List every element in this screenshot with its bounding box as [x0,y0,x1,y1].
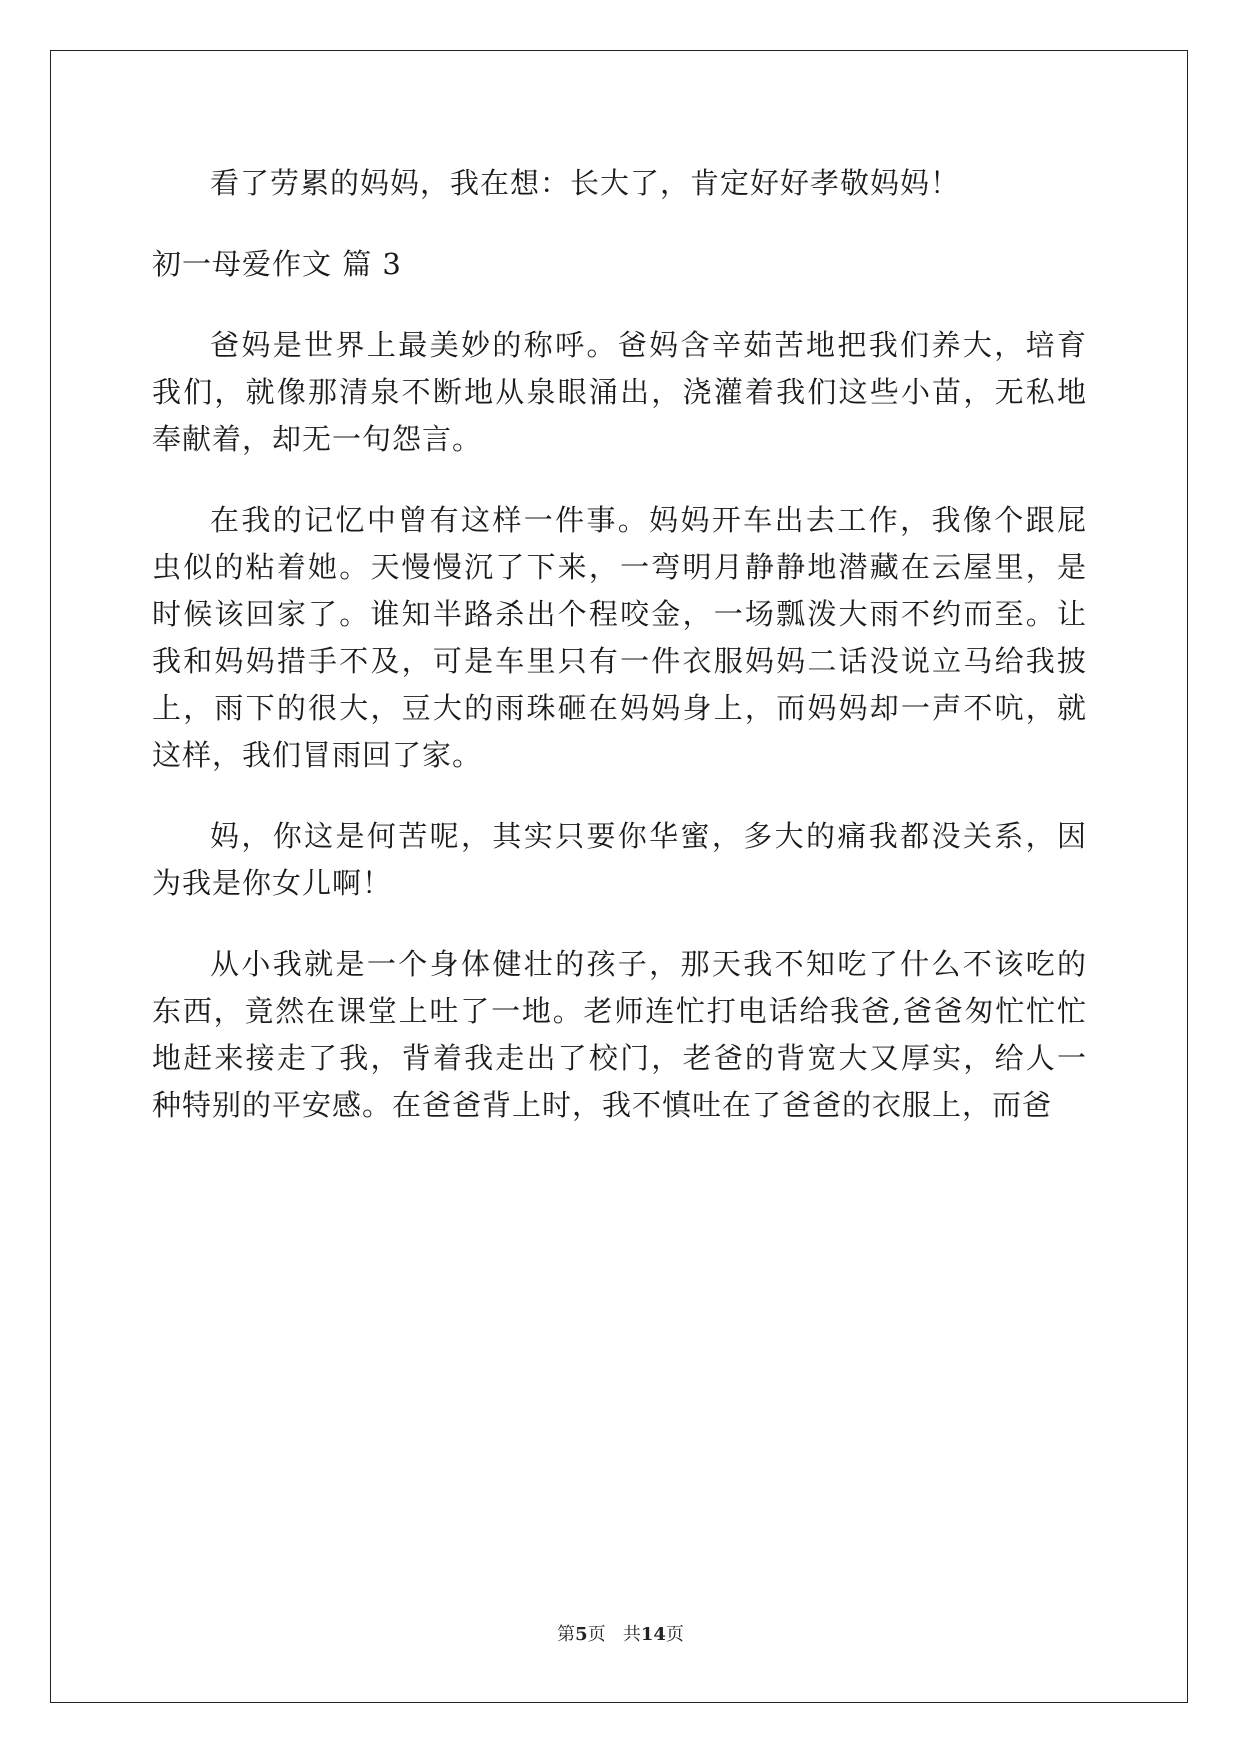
text-line: 地赶来接走了我，背着我走出了校门，老爸的背宽大又厚实，给人一 [152,1041,1087,1075]
text-line: 奉献着，却无一句怨言。 [152,422,483,456]
footer-total-pages: 14 [640,1624,666,1645]
paragraph [152,160,1087,207]
footer-page-prefix: 第 [557,1624,576,1645]
footer-total-prefix: 共 [622,1624,641,1645]
text-line: 看了劳累的妈妈，我在想：长大了，肯定好好孝敬妈妈！ [210,166,961,200]
text-line: 种特别的平安感。在爸爸背上时，我不慎吐在了爸爸的衣服上，而爸 [152,1088,1053,1122]
text-line: 东西，竟然在课堂上吐了一地。老师连忙打电话给我爸,爸爸匆忙忙忙 [152,994,1087,1028]
text-line: 这样，我们冒雨回了家。 [152,738,483,772]
text-line: 时候该回家了。谁知半路杀出个程咬金，一场瓢泼大雨不约而至。让 [152,597,1087,631]
text-line: 妈，你这是何苦呢，其实只要你华蜜，多大的痛我都没关系，因 [210,819,1087,853]
document-body [152,160,1087,1163]
paragraph [152,322,1087,463]
text-line: 我们，就像那清泉不断地从泉眼涌出，浇灌着我们这些小苗，无私地 [152,375,1087,409]
text-line: 为我是你女儿啊！ [152,866,393,900]
text-line: 我和妈妈措手不及，可是车里只有一件衣服妈妈二话没说立马给我披 [152,644,1087,678]
text-line: 上，雨下的很大，豆大的雨珠砸在妈妈身上，而妈妈却一声不吭，就 [152,691,1087,725]
text-line: 初一母爱作文 篇 3 [152,247,402,281]
footer-page-suffix: 页 [587,1624,606,1645]
paragraph [152,813,1087,907]
footer-page-number: 5 [575,1624,588,1645]
text-line: 虫似的粘着她。天慢慢沉了下来，一弯明月静静地潜藏在云屋里，是 [152,550,1087,584]
section-heading [152,241,1087,288]
page-footer [0,1620,1241,1646]
text-line: 爸妈是世界上最美妙的称呼。爸妈含辛茹苦地把我们养大，培育 [210,328,1087,362]
text-line: 从小我就是一个身体健壮的孩子，那天我不知吃了什么不该吃的 [210,947,1087,981]
paragraph [152,497,1087,779]
text-line: 在我的记忆中曾有这样一件事。妈妈开车出去工作，我像个跟屁 [210,503,1087,537]
paragraph [152,941,1087,1129]
footer-total-suffix: 页 [665,1624,684,1645]
